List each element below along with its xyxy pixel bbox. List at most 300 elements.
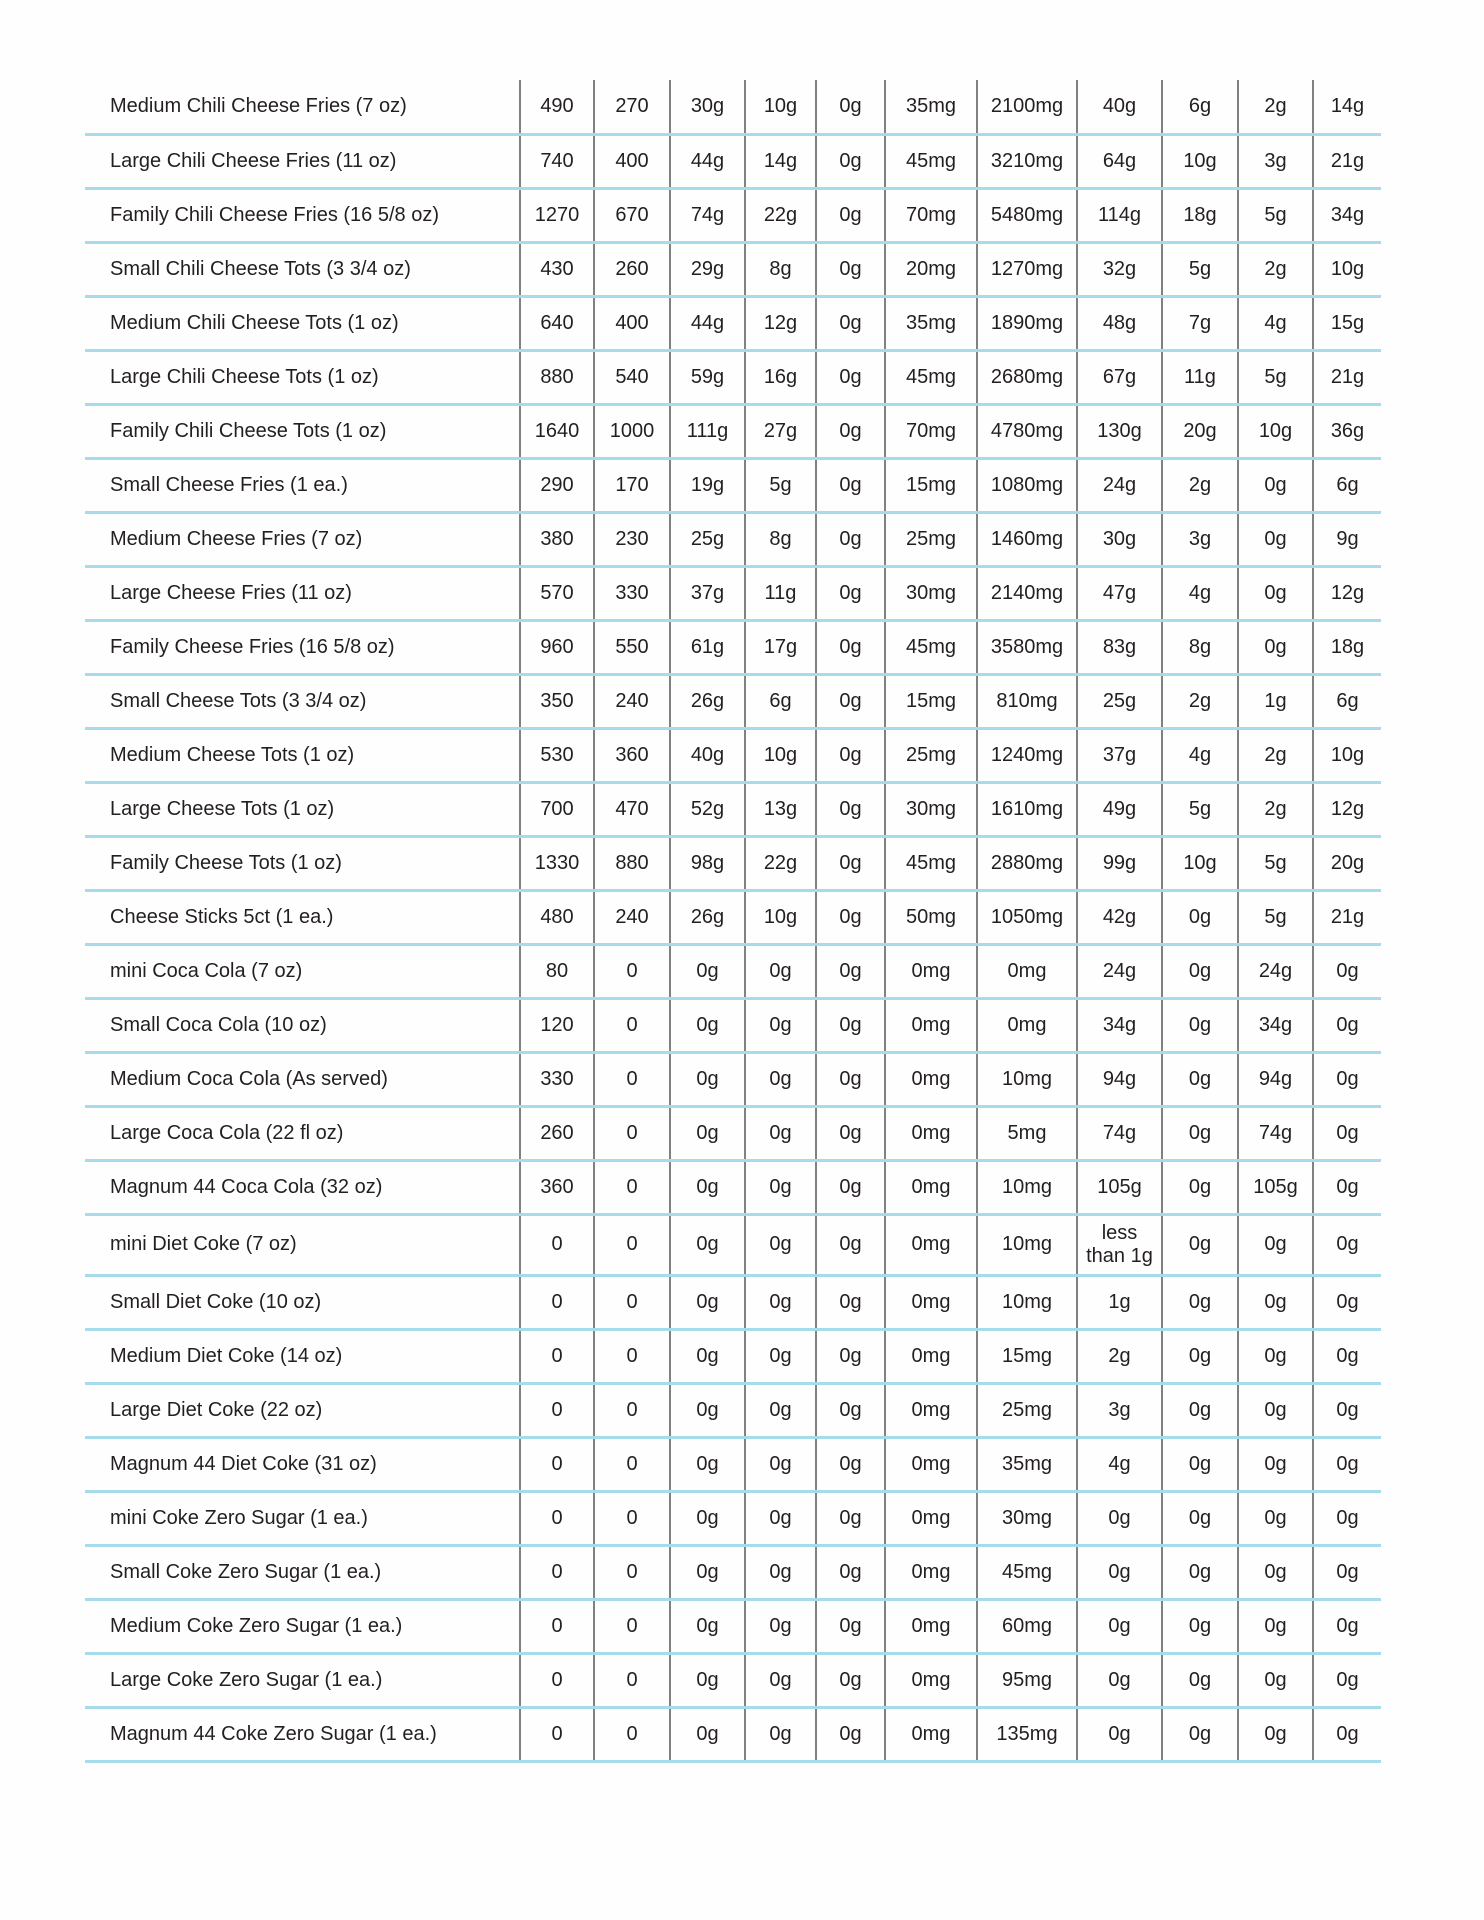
nutrition-value: 0g bbox=[670, 1437, 745, 1491]
nutrition-value: 26g bbox=[670, 674, 745, 728]
nutrition-value: 2140mg bbox=[977, 566, 1077, 620]
nutrition-value: 0g bbox=[816, 674, 885, 728]
nutrition-value: 45mg bbox=[885, 620, 977, 674]
nutrition-value: 45mg bbox=[885, 836, 977, 890]
nutrition-value: 0g bbox=[745, 1491, 816, 1545]
nutrition-value: 380 bbox=[520, 512, 594, 566]
nutrition-value: 0g bbox=[1313, 1491, 1381, 1545]
nutrition-value: 6g bbox=[1313, 458, 1381, 512]
nutrition-value: 360 bbox=[520, 1160, 594, 1214]
nutrition-value: 0g bbox=[1313, 1599, 1381, 1653]
nutrition-value: 10mg bbox=[977, 1052, 1077, 1106]
table-row bbox=[85, 782, 1381, 836]
nutrition-value: 3g bbox=[1162, 512, 1238, 566]
nutrition-value: 0g bbox=[1313, 1653, 1381, 1707]
nutrition-value: 94g bbox=[1238, 1052, 1313, 1106]
table-row bbox=[85, 1707, 1381, 1761]
nutrition-value: 37g bbox=[670, 566, 745, 620]
nutrition-value: 670 bbox=[594, 188, 670, 242]
nutrition-value: 26g bbox=[670, 890, 745, 944]
nutrition-value: 0 bbox=[594, 1599, 670, 1653]
nutrition-value: 0g bbox=[816, 296, 885, 350]
nutrition-value: 530 bbox=[520, 728, 594, 782]
nutrition-value: 0g bbox=[1238, 1275, 1313, 1329]
nutrition-value: 0g bbox=[816, 404, 885, 458]
nutrition-value: 0g bbox=[1313, 1160, 1381, 1214]
item-name: Medium Chili Cheese Fries (7 oz) bbox=[85, 80, 520, 134]
nutrition-value: 10mg bbox=[977, 1275, 1077, 1329]
nutrition-value: 0g bbox=[670, 1383, 745, 1437]
nutrition-value: 0g bbox=[816, 836, 885, 890]
nutrition-value: 42g bbox=[1077, 890, 1162, 944]
nutrition-value: 0g bbox=[1238, 1437, 1313, 1491]
nutrition-value: 30mg bbox=[977, 1491, 1077, 1545]
nutrition-value: 1270 bbox=[520, 188, 594, 242]
nutrition-value: 0g bbox=[1238, 1545, 1313, 1599]
nutrition-value: 2g bbox=[1077, 1329, 1162, 1383]
nutrition-value: 10g bbox=[745, 728, 816, 782]
nutrition-value: 0g bbox=[1162, 1599, 1238, 1653]
nutrition-value: 0g bbox=[745, 1653, 816, 1707]
nutrition-value: 49g bbox=[1077, 782, 1162, 836]
nutrition-value: 25mg bbox=[977, 1383, 1077, 1437]
nutrition-value: 10g bbox=[745, 890, 816, 944]
nutrition-value: 400 bbox=[594, 296, 670, 350]
table-row bbox=[85, 620, 1381, 674]
item-name: Large Coca Cola (22 fl oz) bbox=[85, 1106, 520, 1160]
nutrition-value: 0g bbox=[1238, 1491, 1313, 1545]
nutrition-value: 6g bbox=[745, 674, 816, 728]
nutrition-value: 5g bbox=[1238, 188, 1313, 242]
nutrition-value: 18g bbox=[1162, 188, 1238, 242]
nutrition-value: 0 bbox=[594, 998, 670, 1052]
nutrition-value: 40g bbox=[670, 728, 745, 782]
nutrition-value: 0g bbox=[816, 1052, 885, 1106]
nutrition-value: 0g bbox=[670, 1214, 745, 1275]
nutrition-value: 14g bbox=[1313, 80, 1381, 134]
nutrition-value: 0mg bbox=[885, 944, 977, 998]
nutrition-value: 0g bbox=[816, 80, 885, 134]
nutrition-value: 2g bbox=[1238, 728, 1313, 782]
nutrition-value: 0g bbox=[816, 1491, 885, 1545]
nutrition-value: 0 bbox=[594, 1491, 670, 1545]
nutrition-value: 640 bbox=[520, 296, 594, 350]
nutrition-value: 111g bbox=[670, 404, 745, 458]
nutrition-value: 290 bbox=[520, 458, 594, 512]
nutrition-value: 2g bbox=[1162, 458, 1238, 512]
nutrition-value: 10g bbox=[1313, 242, 1381, 296]
nutrition-value: 0g bbox=[816, 1707, 885, 1761]
nutrition-value: 8g bbox=[745, 242, 816, 296]
nutrition-value: 67g bbox=[1077, 350, 1162, 404]
nutrition-value: 35mg bbox=[977, 1437, 1077, 1491]
nutrition-value: 0g bbox=[745, 1383, 816, 1437]
nutrition-value: 30mg bbox=[885, 566, 977, 620]
nutrition-value: 34g bbox=[1313, 188, 1381, 242]
nutrition-value: 3g bbox=[1077, 1383, 1162, 1437]
nutrition-value: 1240mg bbox=[977, 728, 1077, 782]
nutrition-value: 105g bbox=[1238, 1160, 1313, 1214]
nutrition-value: 6g bbox=[1162, 80, 1238, 134]
table-row bbox=[85, 1052, 1381, 1106]
nutrition-value: 0mg bbox=[885, 1437, 977, 1491]
table-row bbox=[85, 296, 1381, 350]
nutrition-value: 700 bbox=[520, 782, 594, 836]
item-name: Magnum 44 Coke Zero Sugar (1 ea.) bbox=[85, 1707, 520, 1761]
nutrition-value: 36g bbox=[1313, 404, 1381, 458]
nutrition-value: 0g bbox=[816, 458, 885, 512]
table-row bbox=[85, 674, 1381, 728]
nutrition-table bbox=[85, 80, 1381, 1763]
item-name: mini Coca Cola (7 oz) bbox=[85, 944, 520, 998]
nutrition-value: 22g bbox=[745, 188, 816, 242]
nutrition-value: 24g bbox=[1238, 944, 1313, 998]
item-name: Large Coke Zero Sugar (1 ea.) bbox=[85, 1653, 520, 1707]
nutrition-value: 44g bbox=[670, 134, 745, 188]
nutrition-value: 3580mg bbox=[977, 620, 1077, 674]
nutrition-value: 330 bbox=[594, 566, 670, 620]
nutrition-value: 0g bbox=[1313, 998, 1381, 1052]
nutrition-value: 30g bbox=[1077, 512, 1162, 566]
nutrition-value: 0g bbox=[1162, 1545, 1238, 1599]
nutrition-value: 0g bbox=[670, 1707, 745, 1761]
nutrition-value: 2100mg bbox=[977, 80, 1077, 134]
nutrition-value: 70mg bbox=[885, 188, 977, 242]
nutrition-value: 0g bbox=[1313, 1275, 1381, 1329]
nutrition-value: 1g bbox=[1238, 674, 1313, 728]
nutrition-value: 0g bbox=[1238, 1653, 1313, 1707]
item-name: Small Coke Zero Sugar (1 ea.) bbox=[85, 1545, 520, 1599]
nutrition-value: 0g bbox=[1162, 1052, 1238, 1106]
nutrition-value: 0g bbox=[816, 782, 885, 836]
nutrition-value: 540 bbox=[594, 350, 670, 404]
nutrition-value: 240 bbox=[594, 890, 670, 944]
nutrition-value: 810mg bbox=[977, 674, 1077, 728]
nutrition-value: 0mg bbox=[885, 1106, 977, 1160]
nutrition-value: 0g bbox=[1162, 998, 1238, 1052]
nutrition-value: 0g bbox=[670, 1545, 745, 1599]
item-name: Small Cheese Fries (1 ea.) bbox=[85, 458, 520, 512]
nutrition-value: 5g bbox=[1238, 890, 1313, 944]
nutrition-value: 0g bbox=[745, 1329, 816, 1383]
nutrition-value: 0g bbox=[745, 1214, 816, 1275]
nutrition-value: 0mg bbox=[977, 944, 1077, 998]
table-row bbox=[85, 1653, 1381, 1707]
nutrition-value: 0g bbox=[816, 620, 885, 674]
nutrition-value: 0 bbox=[594, 1052, 670, 1106]
nutrition-value: 74g bbox=[1077, 1106, 1162, 1160]
nutrition-value: 24g bbox=[1077, 458, 1162, 512]
nutrition-value: 120 bbox=[520, 998, 594, 1052]
nutrition-value: 5480mg bbox=[977, 188, 1077, 242]
nutrition-value: 21g bbox=[1313, 350, 1381, 404]
nutrition-value: 45mg bbox=[977, 1545, 1077, 1599]
nutrition-value: 0 bbox=[594, 1437, 670, 1491]
nutrition-value: 0 bbox=[520, 1383, 594, 1437]
nutrition-value: 70mg bbox=[885, 404, 977, 458]
item-name: Large Cheese Tots (1 oz) bbox=[85, 782, 520, 836]
nutrition-value: 30g bbox=[670, 80, 745, 134]
nutrition-value: 0g bbox=[1238, 512, 1313, 566]
nutrition-value: 2680mg bbox=[977, 350, 1077, 404]
table-row bbox=[85, 350, 1381, 404]
item-name: Large Chili Cheese Tots (1 oz) bbox=[85, 350, 520, 404]
nutrition-value: 550 bbox=[594, 620, 670, 674]
nutrition-value: 0g bbox=[816, 1545, 885, 1599]
nutrition-value: 35mg bbox=[885, 80, 977, 134]
nutrition-value: 59g bbox=[670, 350, 745, 404]
nutrition-value: 0mg bbox=[885, 998, 977, 1052]
item-name: mini Coke Zero Sugar (1 ea.) bbox=[85, 1491, 520, 1545]
table-row bbox=[85, 944, 1381, 998]
nutrition-value: 0g bbox=[1313, 1383, 1381, 1437]
table-row bbox=[85, 1214, 1381, 1275]
nutrition-value: 19g bbox=[670, 458, 745, 512]
nutrition-value: 0mg bbox=[885, 1545, 977, 1599]
table-row bbox=[85, 890, 1381, 944]
nutrition-value: 83g bbox=[1077, 620, 1162, 674]
nutrition-value: 94g bbox=[1077, 1052, 1162, 1106]
nutrition-value: 6g bbox=[1313, 674, 1381, 728]
nutrition-value: 11g bbox=[745, 566, 816, 620]
nutrition-value: 0g bbox=[1313, 1707, 1381, 1761]
nutrition-value: 330 bbox=[520, 1052, 594, 1106]
nutrition-value: 22g bbox=[745, 836, 816, 890]
nutrition-value: 0g bbox=[1162, 1437, 1238, 1491]
nutrition-value: 0g bbox=[816, 944, 885, 998]
nutrition-value: 0g bbox=[816, 512, 885, 566]
item-name: Magnum 44 Diet Coke (31 oz) bbox=[85, 1437, 520, 1491]
item-name: Family Chili Cheese Tots (1 oz) bbox=[85, 404, 520, 458]
nutrition-value: 5g bbox=[1162, 782, 1238, 836]
nutrition-value: 17g bbox=[745, 620, 816, 674]
nutrition-value: 0g bbox=[1162, 1214, 1238, 1275]
nutrition-value: 5g bbox=[745, 458, 816, 512]
nutrition-value: 0g bbox=[816, 1329, 885, 1383]
table-row bbox=[85, 1437, 1381, 1491]
nutrition-value: 0g bbox=[1077, 1653, 1162, 1707]
nutrition-value: 0g bbox=[745, 1275, 816, 1329]
nutrition-value: 4780mg bbox=[977, 404, 1077, 458]
nutrition-value: 0g bbox=[816, 188, 885, 242]
nutrition-value: 5g bbox=[1238, 836, 1313, 890]
nutrition-value: 8g bbox=[745, 512, 816, 566]
nutrition-value: 0g bbox=[1162, 1329, 1238, 1383]
nutrition-value: 0g bbox=[816, 890, 885, 944]
nutrition-value: 470 bbox=[594, 782, 670, 836]
nutrition-value: 0g bbox=[1238, 1329, 1313, 1383]
nutrition-value: 0g bbox=[1313, 1106, 1381, 1160]
nutrition-value: 44g bbox=[670, 296, 745, 350]
nutrition-value: 25g bbox=[1077, 674, 1162, 728]
nutrition-value: 0mg bbox=[885, 1707, 977, 1761]
nutrition-value: 3210mg bbox=[977, 134, 1077, 188]
nutrition-value: 0g bbox=[816, 998, 885, 1052]
nutrition-value: 0g bbox=[1238, 1599, 1313, 1653]
nutrition-value: 0mg bbox=[885, 1052, 977, 1106]
nutrition-value: 0g bbox=[670, 1653, 745, 1707]
table-row bbox=[85, 566, 1381, 620]
nutrition-value: 0g bbox=[1162, 944, 1238, 998]
nutrition-value: 240 bbox=[594, 674, 670, 728]
nutrition-value: 0g bbox=[816, 566, 885, 620]
nutrition-value: 1460mg bbox=[977, 512, 1077, 566]
nutrition-value: 0g bbox=[816, 242, 885, 296]
nutrition-value: 1000 bbox=[594, 404, 670, 458]
table-row bbox=[85, 728, 1381, 782]
item-name: Family Cheese Fries (16 5/8 oz) bbox=[85, 620, 520, 674]
nutrition-value: 10g bbox=[1162, 134, 1238, 188]
table-row bbox=[85, 188, 1381, 242]
nutrition-value: 0g bbox=[816, 728, 885, 782]
nutrition-value: 0g bbox=[670, 1052, 745, 1106]
table-row bbox=[85, 134, 1381, 188]
nutrition-value: 0 bbox=[520, 1545, 594, 1599]
nutrition-value: 15mg bbox=[885, 458, 977, 512]
nutrition-value: 0mg bbox=[885, 1383, 977, 1437]
nutrition-value: 570 bbox=[520, 566, 594, 620]
nutrition-value: 0mg bbox=[885, 1214, 977, 1275]
nutrition-value: 0g bbox=[816, 1383, 885, 1437]
nutrition-value: 0g bbox=[1238, 620, 1313, 674]
nutrition-value: 0mg bbox=[977, 998, 1077, 1052]
nutrition-table-body bbox=[85, 80, 1381, 1761]
nutrition-value: 105g bbox=[1077, 1160, 1162, 1214]
nutrition-value: 80 bbox=[520, 944, 594, 998]
nutrition-value: 270 bbox=[594, 80, 670, 134]
nutrition-value: 11g bbox=[1162, 350, 1238, 404]
nutrition-value: 12g bbox=[1313, 782, 1381, 836]
nutrition-value: 0g bbox=[670, 1275, 745, 1329]
nutrition-value: 1g bbox=[1077, 1275, 1162, 1329]
nutrition-value: 400 bbox=[594, 134, 670, 188]
nutrition-value: 0 bbox=[594, 1545, 670, 1599]
nutrition-value: 880 bbox=[520, 350, 594, 404]
table-row bbox=[85, 1106, 1381, 1160]
nutrition-value: 0g bbox=[1313, 1052, 1381, 1106]
nutrition-value: 45mg bbox=[885, 350, 977, 404]
nutrition-value: 30mg bbox=[885, 782, 977, 836]
table-row bbox=[85, 458, 1381, 512]
nutrition-value: 2880mg bbox=[977, 836, 1077, 890]
nutrition-value: 1330 bbox=[520, 836, 594, 890]
nutrition-value: 20g bbox=[1162, 404, 1238, 458]
nutrition-value: 0g bbox=[1162, 1383, 1238, 1437]
nutrition-value: 34g bbox=[1077, 998, 1162, 1052]
nutrition-value: 0 bbox=[594, 944, 670, 998]
nutrition-value: 10mg bbox=[977, 1214, 1077, 1275]
nutrition-value: 0g bbox=[1162, 1275, 1238, 1329]
item-name: Medium Coca Cola (As served) bbox=[85, 1052, 520, 1106]
nutrition-value: 0 bbox=[520, 1653, 594, 1707]
nutrition-value: 740 bbox=[520, 134, 594, 188]
nutrition-value: 40g bbox=[1077, 80, 1162, 134]
nutrition-value: 0mg bbox=[885, 1599, 977, 1653]
nutrition-value: 0g bbox=[816, 134, 885, 188]
item-name: Medium Diet Coke (14 oz) bbox=[85, 1329, 520, 1383]
nutrition-value: 0mg bbox=[885, 1491, 977, 1545]
nutrition-value: 34g bbox=[1238, 998, 1313, 1052]
nutrition-value: 360 bbox=[594, 728, 670, 782]
table-row bbox=[85, 1491, 1381, 1545]
nutrition-value: 5mg bbox=[977, 1106, 1077, 1160]
nutrition-value: 60mg bbox=[977, 1599, 1077, 1653]
nutrition-value: 2g bbox=[1162, 674, 1238, 728]
nutrition-value: 0g bbox=[1077, 1599, 1162, 1653]
nutrition-value: 5g bbox=[1162, 242, 1238, 296]
nutrition-value: 4g bbox=[1162, 728, 1238, 782]
nutrition-value: 98g bbox=[670, 836, 745, 890]
nutrition-value: less than 1g bbox=[1077, 1214, 1162, 1275]
nutrition-value: 50mg bbox=[885, 890, 977, 944]
nutrition-value: 1050mg bbox=[977, 890, 1077, 944]
nutrition-value: 4g bbox=[1162, 566, 1238, 620]
nutrition-value: 95mg bbox=[977, 1653, 1077, 1707]
item-name: Medium Cheese Fries (7 oz) bbox=[85, 512, 520, 566]
nutrition-value: 4g bbox=[1077, 1437, 1162, 1491]
item-name: Family Chili Cheese Fries (16 5/8 oz) bbox=[85, 188, 520, 242]
item-name: Large Cheese Fries (11 oz) bbox=[85, 566, 520, 620]
nutrition-value: 16g bbox=[745, 350, 816, 404]
table-row bbox=[85, 404, 1381, 458]
item-name: Large Diet Coke (22 oz) bbox=[85, 1383, 520, 1437]
nutrition-value: 25mg bbox=[885, 512, 977, 566]
table-row bbox=[85, 1275, 1381, 1329]
nutrition-value: 3g bbox=[1238, 134, 1313, 188]
nutrition-value: 10g bbox=[1162, 836, 1238, 890]
nutrition-value: 430 bbox=[520, 242, 594, 296]
nutrition-value: 0 bbox=[594, 1160, 670, 1214]
item-name: Large Chili Cheese Fries (11 oz) bbox=[85, 134, 520, 188]
nutrition-value: 0 bbox=[594, 1106, 670, 1160]
nutrition-value: 0g bbox=[1238, 1214, 1313, 1275]
nutrition-value: 0g bbox=[1238, 1383, 1313, 1437]
item-name: Family Cheese Tots (1 oz) bbox=[85, 836, 520, 890]
nutrition-value: 0g bbox=[1162, 1106, 1238, 1160]
table-row bbox=[85, 1599, 1381, 1653]
nutrition-value: 0g bbox=[1162, 1707, 1238, 1761]
nutrition-value: 10mg bbox=[977, 1160, 1077, 1214]
table-row bbox=[85, 998, 1381, 1052]
nutrition-value: 0g bbox=[745, 998, 816, 1052]
nutrition-value: 47g bbox=[1077, 566, 1162, 620]
nutrition-value: 10g bbox=[745, 80, 816, 134]
nutrition-value: 0g bbox=[745, 1160, 816, 1214]
nutrition-value: 0 bbox=[594, 1383, 670, 1437]
nutrition-value: 2g bbox=[1238, 242, 1313, 296]
nutrition-value: 35mg bbox=[885, 296, 977, 350]
nutrition-value: 0g bbox=[670, 1106, 745, 1160]
nutrition-value: 0g bbox=[816, 1214, 885, 1275]
nutrition-value: 10g bbox=[1313, 728, 1381, 782]
nutrition-value: 2g bbox=[1238, 80, 1313, 134]
nutrition-value: 880 bbox=[594, 836, 670, 890]
nutrition-value: 0g bbox=[670, 944, 745, 998]
nutrition-value: 0 bbox=[594, 1214, 670, 1275]
nutrition-value: 350 bbox=[520, 674, 594, 728]
nutrition-value: 0 bbox=[520, 1599, 594, 1653]
nutrition-value: 0g bbox=[1313, 1214, 1381, 1275]
item-name: Small Cheese Tots (3 3/4 oz) bbox=[85, 674, 520, 728]
table-row bbox=[85, 1160, 1381, 1214]
nutrition-value: 5g bbox=[1238, 350, 1313, 404]
nutrition-value: 490 bbox=[520, 80, 594, 134]
nutrition-value: 1640 bbox=[520, 404, 594, 458]
nutrition-value: 0g bbox=[745, 1106, 816, 1160]
nutrition-value: 0mg bbox=[885, 1275, 977, 1329]
nutrition-value: 12g bbox=[745, 296, 816, 350]
nutrition-value: 1890mg bbox=[977, 296, 1077, 350]
